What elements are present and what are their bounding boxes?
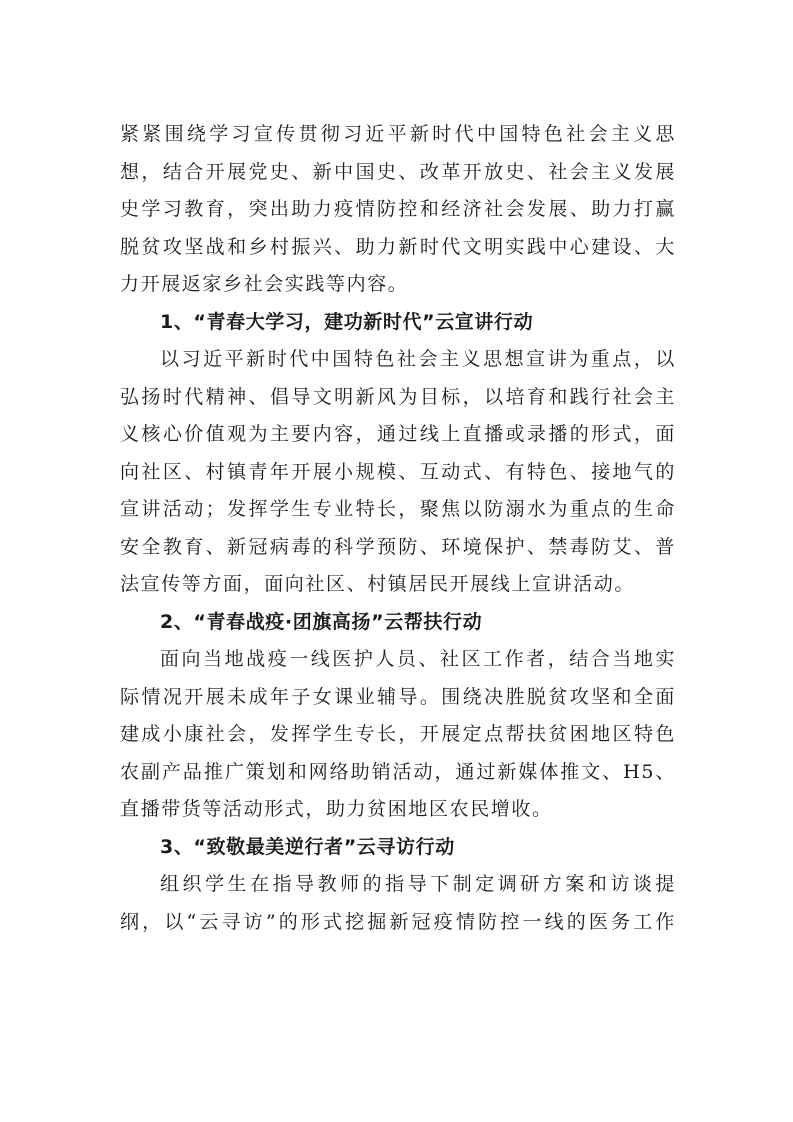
section-heading: 1、“青春大学习，建功新时代”云宣讲行动 bbox=[160, 310, 534, 333]
document-page bbox=[120, 116, 676, 941]
text-line: 农副产品推广策划和网络助销活动，通过新媒体推文、H5、 bbox=[120, 760, 676, 783]
text-line: 组织学生在指导教师的指导下制定调研方案和访谈提 bbox=[160, 873, 676, 895]
text-line: 建成小康社会，发挥学生专长，开展定点帮扶贫困地区特色 bbox=[120, 723, 676, 745]
text-line: 义核心价值观为主要内容，通过线上直播或录播的形式，面 bbox=[120, 423, 676, 445]
text-line: 法宣传等方面，面向社区、村镇居民开展线上宣讲活动。 bbox=[120, 573, 636, 595]
text-line: 际情况开展未成年子女课业辅导。围绕决胜脱贫攻坚和全面 bbox=[120, 685, 676, 708]
body-paragraph bbox=[120, 116, 676, 304]
text-line: 力开展返家乡社会实践等内容。 bbox=[120, 273, 409, 295]
text-line: 纲，以“云寻访”的形式挖掘新冠疫情防控一线的医务工作 bbox=[120, 910, 676, 933]
text-line: 弘扬时代精神、倡导文明新风为目标，以培育和践行社会主 bbox=[120, 385, 676, 408]
text-line: 宣讲活动；发挥学生专业特长，聚焦以防溺水为重点的生命 bbox=[120, 498, 676, 520]
section-heading: 2、“青春战疫·团旗高扬”云帮扶行动 bbox=[160, 610, 483, 633]
text-line: 直播带货等活动形式，助力贫困地区农民增收。 bbox=[120, 798, 553, 820]
text-line: 脱贫攻坚战和乡村振兴、助力新时代文明实践中心建设、大 bbox=[120, 235, 676, 258]
body-paragraph bbox=[120, 866, 676, 941]
section-heading: 3、“致敬最美逆行者”云寻访行动 bbox=[160, 835, 455, 858]
body-paragraph bbox=[120, 641, 676, 829]
text-line: 以习近平新时代中国特色社会主义思想宣讲为重点，以 bbox=[160, 348, 676, 370]
text-line: 面向当地战疫一线医护人员、社区工作者，结合当地实 bbox=[160, 648, 676, 670]
body-paragraph bbox=[120, 341, 676, 604]
text-line: 史学习教育，突出助力疫情防控和经济社会发展、助力打赢 bbox=[120, 198, 676, 220]
text-line: 安全教育、新冠病毒的科学预防、环境保护、禁毒防艾、普 bbox=[120, 535, 676, 558]
text-line: 想，结合开展党史、新中国史、改革开放史、社会主义发展 bbox=[120, 160, 676, 183]
text-line: 向社区、村镇青年开展小规模、互动式、有特色、接地气的 bbox=[120, 460, 676, 483]
text-line: 紧紧围绕学习宣传贯彻习近平新时代中国特色社会主义思 bbox=[120, 123, 676, 145]
